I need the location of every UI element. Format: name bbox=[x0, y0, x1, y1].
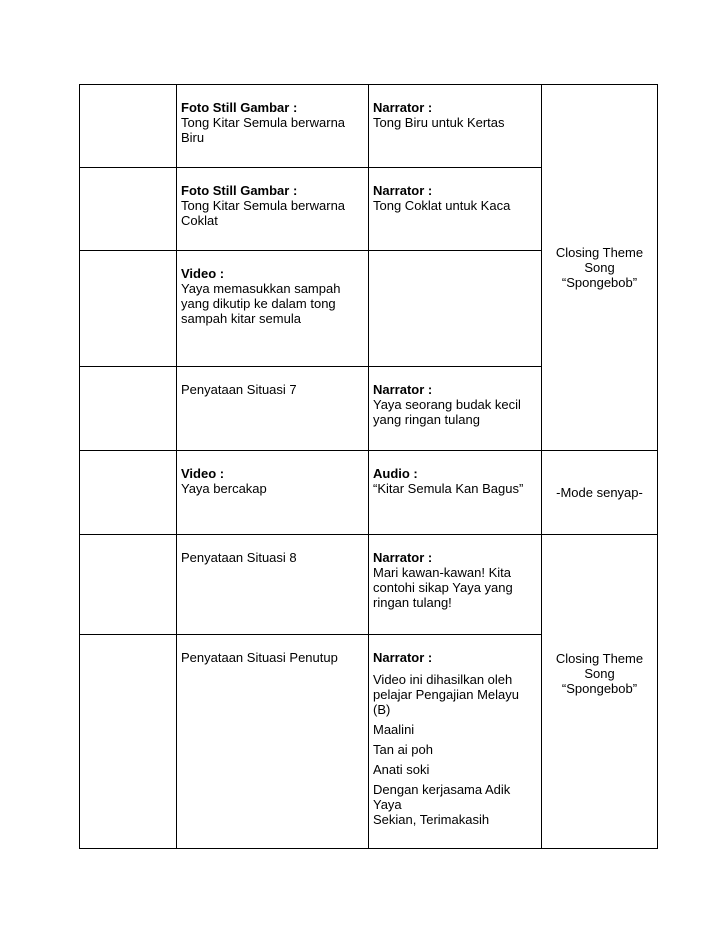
music-line: Song bbox=[584, 260, 615, 275]
music-line: Closing Theme bbox=[555, 245, 644, 260]
visual-text: Yaya memasukkan sampah yang dikutip ke dalam tong sampah kitar semula bbox=[181, 281, 341, 326]
visual-label: Video : bbox=[181, 266, 225, 281]
visual-label: Foto Still Gambar : bbox=[181, 183, 298, 198]
audio-label: Narrator : bbox=[373, 183, 433, 198]
shot-number-cell bbox=[80, 635, 177, 849]
music-line: “Spongebob” bbox=[561, 681, 638, 696]
visual-text: Tong Kitar Semula berwarna Biru bbox=[181, 115, 346, 145]
shot-number-cell bbox=[80, 367, 177, 451]
audio-cell bbox=[369, 168, 542, 251]
visual-cell bbox=[177, 367, 369, 451]
visual-text: Penyataan Situasi 7 bbox=[181, 382, 297, 397]
visual-text: Tong Kitar Semula berwarna Coklat bbox=[181, 198, 346, 228]
credit-line: Maalini bbox=[373, 722, 415, 737]
audio-label: Narrator : bbox=[373, 650, 433, 665]
visual-text: Yaya bercakap bbox=[181, 481, 267, 496]
table-row bbox=[80, 85, 658, 168]
visual-cell bbox=[177, 635, 369, 849]
visual-label: Video : bbox=[181, 466, 225, 481]
credit-line: Video ini dihasilkan oleh pelajar Pengajian Melayu (B) bbox=[373, 672, 519, 717]
visual-cell bbox=[177, 535, 369, 635]
audio-label: Narrator : bbox=[373, 550, 433, 565]
shot-number-cell bbox=[80, 168, 177, 251]
shot-number-cell bbox=[80, 251, 177, 367]
visual-text: Penyataan Situasi Penutup bbox=[181, 650, 338, 665]
visual-text: Penyataan Situasi 8 bbox=[181, 550, 297, 565]
audio-cell bbox=[369, 251, 542, 367]
audio-cell bbox=[369, 635, 542, 849]
audio-label: Narrator : bbox=[373, 100, 433, 115]
shot-number-cell bbox=[80, 451, 177, 535]
visual-cell bbox=[177, 168, 369, 251]
table-row bbox=[80, 535, 658, 635]
credit-line: Anati soki bbox=[373, 762, 430, 777]
visual-label: Foto Still Gambar : bbox=[181, 100, 298, 115]
audio-label: Narrator : bbox=[373, 382, 433, 397]
music-line: “Spongebob” bbox=[561, 275, 638, 290]
audio-cell bbox=[369, 85, 542, 168]
audio-text: Tong Coklat untuk Kaca bbox=[373, 198, 511, 213]
audio-cell bbox=[369, 535, 542, 635]
audio-cell bbox=[369, 451, 542, 535]
visual-cell bbox=[177, 451, 369, 535]
credit-line: Tan ai poh bbox=[373, 742, 433, 757]
audio-text: Yaya seorang budak kecil yang ringan tulang bbox=[373, 397, 521, 427]
storyboard-table bbox=[79, 84, 658, 849]
credit-line: Sekian, Terimakasih bbox=[373, 812, 490, 827]
visual-cell bbox=[177, 85, 369, 168]
visual-cell bbox=[177, 251, 369, 367]
music-line: Closing Theme bbox=[555, 651, 644, 666]
music-line: Song bbox=[584, 666, 615, 681]
shot-number-cell bbox=[80, 535, 177, 635]
audio-text: Mari kawan-kawan! Kita contohi sikap Yaya yang ringan tulang! bbox=[373, 565, 513, 610]
audio-text: Tong Biru untuk Kertas bbox=[373, 115, 505, 130]
table-row bbox=[80, 451, 658, 535]
audio-text: “Kitar Semula Kan Bagus” bbox=[373, 481, 524, 496]
audio-label: Audio : bbox=[373, 466, 418, 481]
music-cell bbox=[542, 451, 658, 535]
music-cell bbox=[542, 535, 658, 849]
music-line: -Mode senyap- bbox=[556, 485, 643, 500]
credit-line: Dengan kerjasama Adik Yaya bbox=[373, 782, 511, 812]
shot-number-cell bbox=[80, 85, 177, 168]
audio-cell bbox=[369, 367, 542, 451]
music-cell bbox=[542, 85, 658, 451]
